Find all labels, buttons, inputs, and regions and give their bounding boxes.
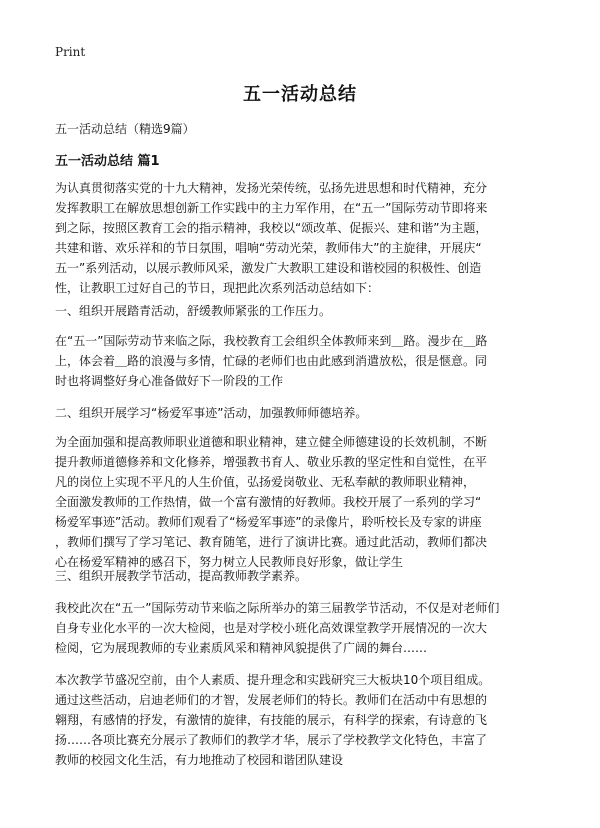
text-line: 心在杨爱军精神的感召下，努力树立人民教师良好形象，做让学生: [55, 555, 404, 569]
text-line: ，教师们撰写了学习笔记、教育随笔，进行了演讲比赛。通过此活动，教师们都决: [55, 535, 488, 549]
intro-paragraph: [55, 178, 550, 298]
heading-3-text: 三、组织开展教学节活动，提高教师教学素养。: [55, 569, 308, 583]
heading-2: [55, 403, 550, 423]
text-line: 上，体会着＿路的浪漫与多情，忙碌的老师们也由此感到消遣放松，很是惬意。同: [55, 354, 488, 368]
paragraph-2: [55, 432, 550, 572]
text-line: 时也将调整好身心准备做好下一阶段的工作: [55, 374, 284, 388]
text-line: 本次教学节盛况空前，由个人素质、提升理念和实践研究三大板块10个项目组成。: [55, 673, 491, 687]
page-title: 五一活动总结: [243, 84, 357, 105]
text-line: 为全面加强和提高教师职业道德和职业精神，建立健全师德建设的长效机制，不断: [55, 435, 488, 449]
text-line: 为认真贯彻落实党的十九大精神，发扬光荣传统，弘扬先进思想和时代精神，充分: [55, 181, 488, 195]
text-line: 凡的岗位上实现不平凡的人生价值，弘扬爱岗敬业、无私奉献的教师职业精神，: [55, 475, 476, 489]
text-line: 教师的校园文化生活，有力地推动了校园和谐团队建设: [55, 753, 344, 767]
text-line: 我校此次在“五一”国际劳动节来临之际所举办的第三届教学节活动，不仅是对老师们: [55, 601, 500, 615]
text-line: 提升教师道德修养和文化修养，增强教书育人、敬业乐教的坚定性和自觉性，在平: [55, 455, 488, 469]
paragraph-3: [55, 598, 550, 658]
paragraph-4: [55, 670, 550, 770]
document-subtitle: 五一活动总结（精选9篇）: [55, 122, 195, 136]
print-label[interactable]: Print: [55, 45, 86, 59]
heading-2-text: 二、组织开展学习“杨爱军事迹”活动，加强教师师德培养。: [55, 406, 368, 420]
text-line: 全面激发教师的工作热情，做一个富有激情的好教师。我校开展了一系列的学习“: [55, 495, 482, 509]
paragraph-1: [55, 331, 550, 391]
text-line: 通过这些活动，启迪老师们的才智，发展老师们的特长。教师们在活动中有思想的: [55, 693, 488, 707]
heading-3: [55, 566, 550, 586]
heading-1-text: 一、组织开展踏青活动，舒缓教师紧张的工作压力。: [55, 304, 332, 318]
text-line: 在“五一”国际劳动节来临之际，我校教育工会组织全体教师来到＿路。漫步在＿路: [55, 334, 488, 348]
text-line: 共建和谐、欢乐祥和的节日氛围，唱响“劳动光荣，教师伟大”的主旋律，开展庆“: [55, 241, 482, 255]
text-line: 发挥教职工在解放思想创新工作实践中的主力军作用，在“五一”国际劳动节即将来: [55, 201, 488, 215]
text-line: 杨爱军事迹”活动。教师们观看了“杨爱军事迹”的录像片，聆听校长及专家的讲座: [55, 515, 482, 529]
text-line: 自身专业化水平的一次大检阅，也是对学校小班化高效课堂教学开展情况的一次大: [55, 621, 488, 635]
heading-1: [55, 301, 550, 321]
text-line: 扬……各项比赛充分展示了教师们的教学才华，展示了学校教学文化特色，丰富了: [55, 733, 488, 747]
text-line: 五一”系列活动，以展示教师风采，激发广大教职工建设和谐校园的积极性、创造: [55, 261, 482, 275]
text-line: 到之际，按照区教育工会的指示精神，我校以“颂改革、促振兴、建和谐”为主题，: [55, 221, 488, 235]
text-line: 检阅，它为展现教师的专业素质风采和精神风貌提供了广阔的舞台……: [55, 641, 428, 655]
text-line: 性，让教职工过好自己的节日，现把此次系列活动总结如下：: [55, 281, 380, 295]
section-heading: 五一活动总结 篇1: [55, 154, 160, 169]
text-line: 翱翔，有感情的抒发，有激情的旋律，有技能的展示，有科学的探索，有诗意的飞: [55, 713, 488, 727]
